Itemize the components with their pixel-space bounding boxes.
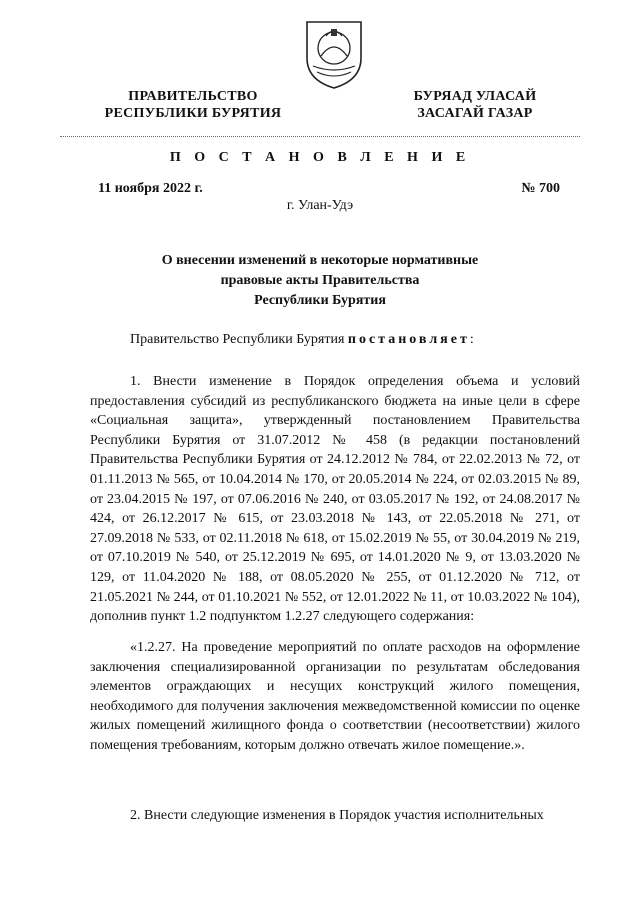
quote-1227-text: «1.2.27. На проведение мероприятий по оплате расходов на оформление заключения специализированной организации по результатам обследования элементов ограждающих и несущих конструкций жилого помещения, необходимого для получения заключения межведомственной комиссии по оценке жилых помещений жилищного фонда о соответствии (несоответствии) жилого помещения требованиям, которым должно отвечать жилое помещение.». [90, 640, 580, 753]
paragraph-2 [90, 806, 580, 826]
title-line-3: Республики Бурятия [254, 293, 386, 308]
paragraph-1-text: 1. Внести изменение в Порядок определения объема и условий предоставления субсидий из республиканского бюджета на иные цели в сфере «Социальная защита», утвержденный постановлением Правительства Республики Бурятия от 31.07.2012 № 458 (в редакции постановлений Правительства Республики Бурятия от 24.12.2012 № 784, от 22.02.2013 № 72, от 01.11.2013 № 565, от 10.04.2014 № 170, от 20.05.2014 № 224, от 02.03.2015 № 89, от 23.04.2015 № 197, от 07.06.2016 № 240, от 03.05.2017 № 192, от 24.08.2017 № 424, от 26.12.2017 № 615, от 23.03.2018 № 143, от 22.05.2018 № 271, от 27.09.2018 № 533, от 02.11.2018 № 618, от 15.02.2019 № 55, от 30.04.2019 № 219, от 07.10.2019 № 540, от 25.12.2019 № 695, от 14.01.2020 № 9, от 13.03.2020 № 129, от 11.04.2020 № 188, от 08.05.2020 № 255, от 01.12.2020 № 712, от 21.05.2021 № 244, от 01.10.2021 № 552, от 12.01.2022 № 11, от 10.03.2022 № 104), дополнив пункт 1.2 подпунктом 1.2.27 следующего содержания: [90, 374, 580, 625]
document-type: П О С Т А Н О В Л Е Н И Е [169, 150, 471, 165]
preamble-lead: Правительство Республики Бурятия [130, 332, 348, 347]
document-number: № 700 [521, 181, 560, 196]
preamble-verb: постановляет [347, 332, 470, 347]
org-ru-line-2: РЕСПУБЛИКИ БУРЯТИЯ [104, 106, 282, 121]
document-date: 11 ноября 2022 г. [98, 181, 203, 196]
org-bua-line-1: БУРЯАД УЛАСАЙ [413, 89, 537, 104]
paragraph-1 [90, 372, 580, 627]
title-line-2: правовые акты Правительства [220, 273, 420, 288]
org-name-russian [88, 88, 298, 122]
title-line-1: О внесении изменений в некоторые нормативные [161, 253, 479, 268]
buryatia-coat-of-arms-icon [301, 18, 367, 90]
org-ru-line-1: ПРАВИТЕЛЬСТВО [128, 89, 258, 104]
paragraph-2-text: 2. Внести следующие изменения в Порядок участия исполнительных [130, 808, 544, 823]
header-divider [60, 136, 580, 137]
org-bua-line-2: ЗАСАГАЙ ГАЗАР [417, 106, 533, 121]
org-name-buryat [400, 88, 550, 122]
quoted-subparagraph [90, 638, 580, 756]
document-city: г. Улан-Удэ [286, 198, 354, 213]
preamble-end: : [469, 332, 474, 347]
document-title [120, 251, 520, 311]
preamble [130, 332, 474, 348]
